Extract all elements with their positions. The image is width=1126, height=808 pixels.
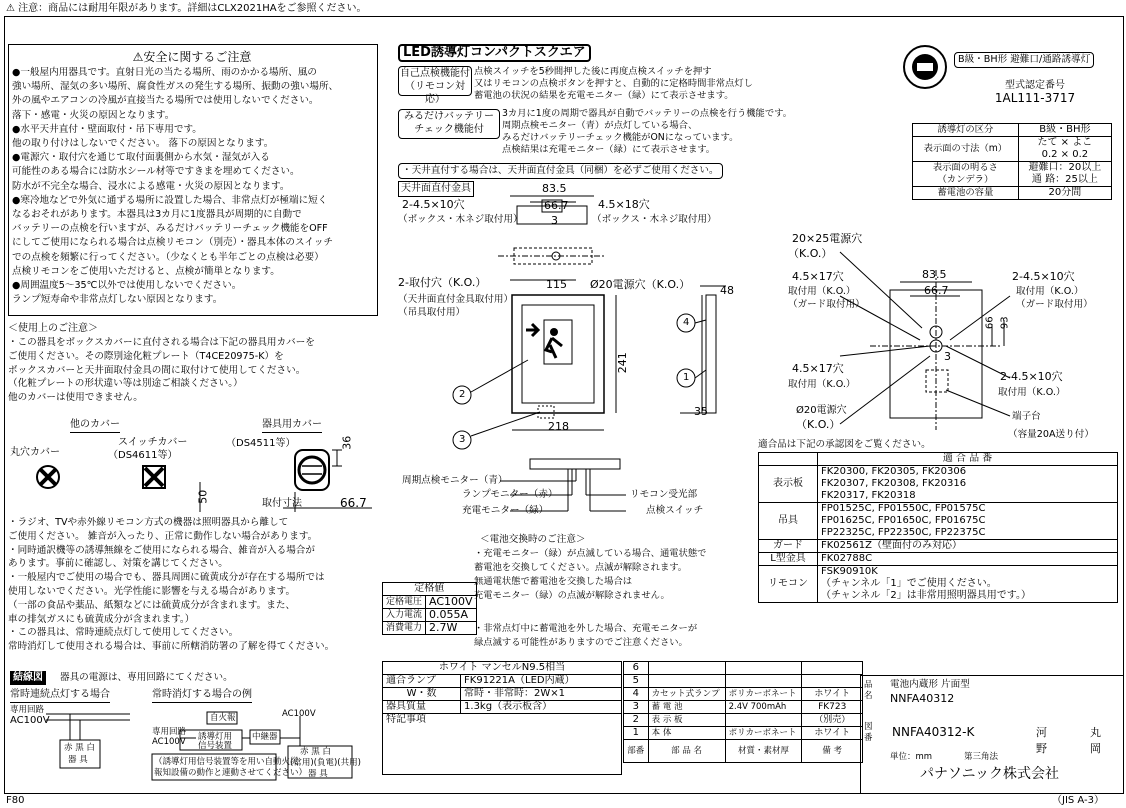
compat-row: [759, 503, 1118, 540]
back-dim-3: 3: [944, 350, 951, 363]
product-feature2_text-line: みるだけバッテリーチェック機能がONになっています。: [502, 132, 739, 143]
parts-row: [624, 701, 863, 714]
rating-value: AC100V: [426, 596, 477, 609]
safety-lines-line: ランプ短寿命や非常点灯しない原因となります。: [12, 294, 223, 306]
spec-label: 蓄電池の容量: [913, 187, 1019, 200]
compat-label: ガード: [759, 540, 818, 553]
part-name: カセット式ランプ: [648, 688, 725, 701]
part-note: （別売）: [802, 714, 863, 727]
spec-value: 避難口：20以上 通 路：25以上: [1018, 162, 1111, 187]
signal-note-1: （誘導灯用信号装置等を用い自動火災: [154, 757, 299, 767]
other-cover-label: 他のカバー: [70, 418, 120, 433]
fire-alarm: 自火報: [210, 713, 236, 723]
compat-row: [759, 566, 1118, 603]
unit: 単位：mm: [890, 752, 933, 762]
back-dim-83-5: 83.5: [922, 268, 947, 281]
product-feature1_text-line: 又はリモコンの点検ボタンを押すと、自動的に定格時間非常点灯し: [474, 78, 753, 89]
colors-right2: (常用)(負電)(共用): [290, 758, 361, 768]
mount-dim-label: 取付寸法: [262, 498, 302, 509]
safety-lines-line: ●寒冷地などで外気に通ずる場所に設置した場合、非常点灯が極端に短く: [12, 194, 328, 206]
compat-value: FSK90910K （チャンネル「1」でご使用ください。 （チャンネル「2」は非常用照明器具用です。）: [818, 566, 1118, 603]
screw-right-2: （ボックス・木ネジ取付用）: [592, 214, 717, 225]
zu-label: 図番: [864, 722, 873, 743]
dim-115: 115: [546, 278, 567, 291]
feature1-box: [398, 66, 472, 105]
approval-label: 型式認定番号: [1005, 80, 1065, 91]
dedicated-left: 専用回路: [10, 705, 45, 715]
product-feature1_text-line: 点検スイッチを5秒間押した後に再度点検スイッチを押す: [474, 66, 712, 77]
mass-value: 1.3kg（表示板含）: [461, 701, 622, 714]
monitor-red: ランプモニター（赤）: [462, 489, 558, 500]
dim-50: 50: [196, 489, 210, 504]
hole-17b: 4.5×17穴: [792, 362, 844, 375]
compat-value: FK02561Z（壁面付のみ対応）: [818, 540, 1118, 553]
part-name: 蓄 電 池: [648, 701, 725, 714]
spec-value: B級・BH形: [1018, 124, 1111, 137]
round-cover-icon: [37, 466, 59, 488]
notes-label: 特記事項: [383, 714, 622, 775]
usage-text-2: [8, 516, 334, 654]
monitor-green: 充電モニター（緑）: [462, 505, 549, 516]
hole-17a-3: （ガード取付用）: [788, 299, 865, 310]
compat-value: FK20300, FK20305, FK20306 FK20307, FK20308, FK20316 FK20317, FK20318: [818, 466, 1118, 503]
device-cover-label: 器具用カバー: [262, 418, 322, 433]
dim-66-7: 66.7: [544, 199, 569, 212]
pin-value: 電池内蔵形 片面型: [890, 679, 970, 690]
switch-cover-model: （DS4611等）: [108, 450, 178, 461]
wiring-note: 器具の電源は、専用回路にてください。: [60, 672, 233, 683]
rating-value: 0.055A: [426, 609, 477, 622]
compat-row: [759, 540, 1118, 553]
usage-lines2-line: ・この器具は、常時連続点灯して使用してください。: [8, 627, 239, 639]
part-no: 3: [624, 701, 649, 714]
usage-lines-line: 他のカバーは使用できません。: [8, 392, 143, 404]
safety-lines-line: 強い場所、湿気の多い場所、腐食性ガスの発生する場所、振動の強い場所、: [12, 81, 339, 93]
usage-lines2-line: 常時消灯して使用される場合は、事前に所轄消防署の了解を得てください。: [8, 641, 335, 653]
compat-row: [759, 553, 1118, 566]
power-hole: Ø20電源穴（K.O.）: [590, 278, 691, 291]
screw-b: 2-4.5×10穴: [1000, 370, 1063, 383]
feature2-line2: チェック機能付: [414, 124, 484, 135]
spec-label: 表示面の寸法（m）: [913, 137, 1019, 162]
compat-head-blank: [759, 453, 818, 466]
cover-drawings: [0, 0, 380, 520]
battery-lines-line: 蓄電池を交換してください。点滅が解除されます。: [474, 562, 688, 573]
hole-17a: 4.5×17穴: [792, 270, 844, 283]
rating-label: 定格電圧: [383, 596, 426, 609]
rating-row: [383, 622, 477, 635]
battery-lines-line: 充電モニター（緑）の点滅が解除されません。: [474, 590, 670, 601]
color-spec: ホワイト マンセルN9.5相当: [383, 662, 622, 675]
safety-lines-line: 点検リモコンをご使用いただけると、点検が簡単となります。: [12, 265, 280, 277]
usage-lines-line: ・この器具をボックスカバーに直付される場合は下記の器具用カバーを: [8, 337, 315, 348]
compat-label: 表示板: [759, 466, 818, 503]
parts-head: 備 考: [802, 740, 863, 763]
spec-value: 20分間: [1018, 187, 1111, 200]
compat-label: リモコン: [759, 566, 818, 603]
spec-row: [913, 162, 1112, 187]
spec-label: 表示面の明るさ （カンデラ）: [913, 162, 1019, 187]
wiring-right-title: 常時消灯する場合の例: [152, 688, 252, 703]
part-material: [725, 714, 802, 727]
part-name: 表 示 板: [648, 714, 725, 727]
back-dim-93: 93: [999, 316, 1011, 330]
feature2-box: [398, 109, 500, 139]
part-note: ホワイト: [802, 727, 863, 740]
model-value: NNFA40312-K: [892, 725, 975, 739]
part-no: 5: [624, 675, 649, 688]
parts-head: 部番: [624, 740, 649, 763]
certification-mark-icon: [902, 44, 948, 90]
parts-head: 部 品 名: [648, 740, 725, 763]
lamp-label: 適合ランプ: [383, 675, 461, 688]
ac-left: AC100V: [10, 715, 50, 726]
dim-241: 241: [615, 352, 629, 374]
battery-text-2: [474, 622, 697, 650]
bracket-label: 天井面直付金具: [398, 181, 474, 197]
model-top: NNFA40312: [890, 692, 955, 705]
ko-left-2: （天井面直付金具取付用）: [398, 294, 514, 305]
hole-17b-2: 取付用（K.O.）: [788, 379, 856, 390]
safety-lines-line: 可能性のある場合には防水シール材等ですきまを埋めてください。: [12, 166, 300, 178]
round-cover-label: 丸穴カバー: [10, 447, 60, 458]
mass-label: 器具質量: [383, 701, 461, 714]
usage-lines-line: ご使用ください。その際別途化粧プレート（T4CE20975-K）を: [8, 350, 284, 362]
spec-row: [913, 187, 1112, 200]
compat-label: 吊具: [759, 503, 818, 540]
device-cover-model: （DS4511等）: [226, 438, 296, 449]
safety-lines-line: 外の風やエアコンの冷風が直接当たる場所では使用しないでください。: [12, 95, 319, 107]
part-material: [725, 662, 802, 675]
product-feature2_text-line: 3カ月に1度の周期で器具が自動でバッテリーの点検を行う機能です。: [502, 108, 792, 119]
terminal: 端子台: [1012, 411, 1041, 422]
feature2-text: [502, 108, 792, 156]
rating-row: [383, 609, 477, 622]
spec-value: たて × よこ 0.2 × 0.2: [1018, 137, 1111, 162]
w-label: W・数: [383, 688, 461, 701]
monitor-blue: 周期点検モニター（青）: [402, 475, 508, 486]
callout-2: 2: [459, 389, 466, 400]
compat-value: FK02788C: [818, 553, 1118, 566]
w-value: 常時・非常時：2W×1: [461, 688, 622, 701]
product-feature2_text-line: 点検結果は充電モニター（緑）にて表示させます。: [502, 144, 716, 155]
part-note: [802, 662, 863, 675]
safety-lines-line: 防水が不完全な場合、浸水による感電・火災の原因となります。: [12, 180, 290, 192]
spec-label: 誘導灯の区分: [913, 124, 1019, 137]
parts-row: [624, 688, 863, 701]
safety-lines-line: ●電源穴・取付穴を通じて取付面裏側から水気・湿気が入る: [12, 152, 270, 164]
feature1-line2: （リモコン対応）: [405, 81, 465, 105]
usage-lines2-line: あります。事前に確認し、対策を講じてください。: [8, 558, 228, 570]
screw-right: 4.5×18穴: [598, 198, 650, 211]
compat-row: [759, 466, 1118, 503]
back-dim-66: 66: [984, 316, 996, 330]
phi20-ko: （K.O.）: [796, 418, 841, 431]
compat-header: 適 合 品 番: [818, 453, 1118, 466]
usage-lines2-line: 使用しないでください。光学性能に影響を与える場合があります。: [8, 585, 296, 597]
parts-row: [624, 714, 863, 727]
safety-lines-line: ●水平天井直付・壁面取付・吊下専用です。: [12, 123, 202, 135]
usage-lines2-line: ・ラジオ、TVや赤外線リモコン方式の機器は照明器具から離して: [8, 517, 289, 528]
part-name: 本 体: [648, 727, 725, 740]
screw-r-3: （ガード取付用）: [1016, 299, 1093, 310]
pin-label: 品名: [864, 680, 873, 701]
product-feature1_text-line: 蓄電池の状況の結果を充電モニター（緑）にて表示させます。: [474, 90, 734, 101]
safety-title: ⚠安全に関するご注意: [132, 50, 252, 64]
spec-table: [912, 123, 1112, 200]
compat-table: [758, 452, 1118, 603]
switch-cover-icon: [143, 466, 165, 488]
battery-note2-line: 緑点滅する可能性がありますのでご注意ください。: [474, 637, 688, 648]
feature1-text: [474, 66, 753, 102]
part-material: 2.4V 700mAh: [725, 701, 802, 714]
ko-left: 2-取付穴（K.O.）: [398, 276, 487, 289]
compat-label: L型金具: [759, 553, 818, 566]
rating-row: [383, 596, 477, 609]
signal-device: 誘導灯用信号装置: [198, 732, 233, 751]
safety-lines-line: なるおそれがあります。本器具は3カ月に1度器具が周期的に自動で: [12, 209, 302, 221]
device-right: 器 具: [308, 769, 328, 779]
part-name: [648, 662, 725, 675]
safety-lines-line: ●周囲温度5～35℃以外では使用しないでください。: [12, 280, 242, 292]
power-20x25: 20×25電源穴: [792, 232, 863, 245]
parts-head: 材質・素材厚: [725, 740, 802, 763]
screw-left: 2-4.5×10穴: [402, 198, 465, 211]
screw-left-2: （ボックス・木ネジ取付用）: [398, 214, 523, 225]
callout-3: 3: [459, 434, 466, 445]
hole-17a-2: 取付用（K.O.）: [788, 286, 856, 297]
part-note: [802, 675, 863, 688]
dim-83-5: 83.5: [542, 182, 567, 195]
phi20: Ø20電源穴: [796, 405, 847, 416]
dim-48: 48: [720, 284, 734, 297]
rating-label: 消費電力: [383, 622, 426, 635]
battery-title: ＜電池交換時のご注意＞: [480, 534, 586, 545]
rating-title: 定格値: [383, 583, 477, 596]
terminal-2: （容量20A送り付）: [1008, 429, 1094, 440]
colors-left: 赤 黒 白: [64, 743, 95, 753]
ko-left-3: （吊具取付用）: [398, 307, 466, 318]
part-material: ポリカーボネート: [725, 727, 802, 740]
footer-right: （JIS A-3）: [1052, 795, 1105, 806]
battery-lines-line: 無通電状態で蓄電池を交換した場合は: [474, 576, 633, 587]
product-feature2_text-line: 周期点検モニター（青）が点灯している場合、: [502, 120, 698, 131]
parts-row: [624, 727, 863, 740]
dim-36: 36: [340, 435, 354, 450]
rating-value: 2.7W: [426, 622, 477, 635]
battery-lines-line: ・充電モニター（緑）が点滅している場合、通電状態で: [474, 548, 707, 559]
approval-no: 1AL111-3717: [994, 91, 1076, 105]
switch-cover-label: スイッチカバー: [118, 437, 188, 448]
remote-rx: リモコン受光部: [630, 489, 698, 500]
angle: 第三角法: [964, 752, 999, 762]
usage-lines-line: ボックスカバーと天井面取付金具の間に取付けて使用してください。: [8, 364, 306, 376]
safety-lines-line: にしてご使用になられる場合は点検リモコン（別売）・器具本体のスイッチ: [12, 237, 334, 249]
callout-4: 4: [683, 317, 690, 328]
check-switch: 点検スイッチ: [646, 505, 704, 516]
signal-note-2: 報知設備の動作と連動させてください）: [154, 768, 308, 778]
ac-right: AC100V: [152, 737, 186, 747]
company: パナソニック株式会社: [920, 766, 1060, 782]
rating-label: 入力電流: [383, 609, 426, 622]
top-notice: ⚠ 注意：商品には耐用年限があります。詳細はCLX2021HAをご参照ください。: [6, 2, 367, 17]
usage-lines2-line: ・同時通訳機等の誘導無線をご使用になられる場合、雑音が入る場合が: [8, 544, 315, 556]
parts-table: [623, 661, 863, 763]
spec-row: [913, 137, 1112, 162]
feature2-line1: みるだけバッテリー: [404, 111, 494, 122]
name-1a: 河: [1036, 726, 1047, 739]
safety-lines-line: 他の取り付けはしないでください。 落下の原因となります。: [12, 138, 274, 150]
screw-b-2: 取付用（K.O.）: [998, 387, 1066, 398]
part-no: 1: [624, 727, 649, 740]
part-material: [725, 675, 802, 688]
part-no: 2: [624, 714, 649, 727]
name-1b: 丸: [1090, 726, 1101, 739]
wiring-left-title: 常時連続点灯する場合: [10, 688, 110, 703]
parts-row: [624, 675, 863, 688]
colors-right: 赤 黒 白: [300, 747, 331, 757]
rating-table: [382, 582, 477, 635]
safety-lines-line: での点検を頻繁に行ってください。（少なくとも半年ごとの点検は必要）: [12, 251, 324, 263]
compat-note: 適合品は下記の承認図をご覧ください。: [758, 439, 931, 450]
usage-lines2-line: ご使用ください。 雑音が入ったり、正常に動作しない場合があります。: [8, 530, 318, 542]
part-no: 6: [624, 662, 649, 675]
ceiling-note: ・天井直付する場合は、天井面直付金具（同梱）を必ずご使用ください。: [398, 163, 723, 179]
safety-lines-line: バッテリーの点検を行いますが、みるだけバッテリーチェック機能をOFF: [12, 223, 328, 235]
lamp-value: FK91221A（LED内蔵）: [461, 675, 622, 688]
parts-row: [624, 662, 863, 675]
spec-row: [913, 124, 1112, 137]
battery-note2-line: ・非常点灯中に蓄電池を外した場合、充電モニターが: [474, 623, 698, 634]
product-title: LED誘導灯コンパクトスクエア: [398, 44, 591, 62]
dedicated-right: 専用回路: [152, 727, 187, 737]
mount-dim: 66.7: [340, 496, 367, 510]
power-20x25-ko: （K.O.）: [788, 247, 833, 260]
screw-r-2: 取付用（K.O.）: [1016, 286, 1084, 297]
name-2a: 野: [1036, 742, 1047, 755]
footer-left: F80: [6, 795, 25, 806]
dim-218: 218: [548, 420, 569, 433]
cert-type: B級・BH形 避難口/通路誘導灯: [954, 52, 1094, 68]
part-note: ホワイト: [802, 688, 863, 701]
safety-lines-line: 落下・感電・火災の原因となります。: [12, 109, 175, 121]
title-block-left: [382, 661, 622, 775]
part-name: [648, 675, 725, 688]
callout-1: 1: [683, 372, 690, 383]
safety-lines-line: ●一般屋内用器具です。直射日光の当たる場所、雨のかかる場所、風の: [12, 67, 318, 78]
dim-3: 3: [551, 214, 558, 227]
usage-lines2-line: 車の排気ガスにも硫黄成分が含まれます。）: [8, 613, 195, 625]
back-dim-66-7: 66.7: [924, 284, 949, 297]
wiring-title: 結線図: [10, 671, 46, 685]
usage-title: ＜使用上のご注意＞: [8, 323, 98, 334]
ac-right2: AC100V: [282, 709, 316, 719]
name-2b: 岡: [1090, 742, 1101, 755]
usage-lines2-line: ・一般屋内でご使用の場合でも、器具周囲に硫黄成分が存在する場所では: [8, 572, 325, 584]
part-material: ポリカーボネート: [725, 688, 802, 701]
relay: 中継器: [252, 732, 278, 742]
usage-lines-line: （化粧プレートの形状違い等は別途ご相談ください。）: [8, 378, 243, 390]
part-no: 4: [624, 688, 649, 701]
compat-value: FP01525C, FP01550C, FP01575C FP01625C, FP01650C, FP01675C FP22325C, FP22350C, FP22375C: [818, 503, 1118, 540]
screw-r: 2-4.5×10穴: [1012, 270, 1075, 283]
dim-35: 35: [694, 405, 708, 418]
device-left: 器 具: [68, 755, 88, 765]
usage-lines2-line: （一部の食品や薬品、紙類などには硫黄成分が含まれます。また、: [8, 599, 296, 611]
part-note: FK723: [802, 701, 863, 714]
feature1-line1: 自己点検機能付: [400, 68, 470, 79]
battery-text: [474, 547, 706, 603]
